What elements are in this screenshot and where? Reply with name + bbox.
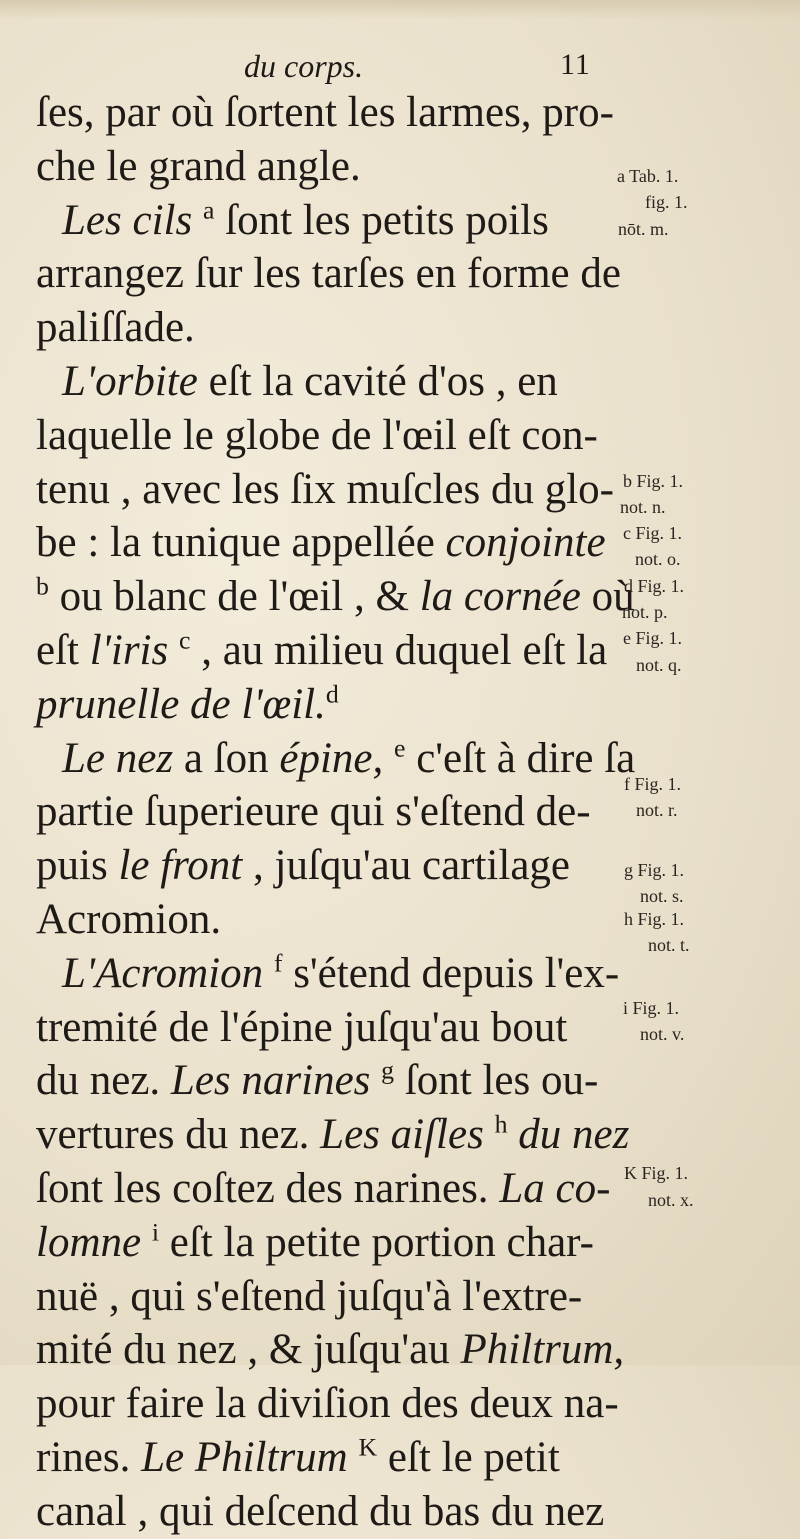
margin-note: not. q. <box>636 655 682 675</box>
margin-note: not. v. <box>640 1024 685 1044</box>
text-line: partie ſuperieure qui s'eſtend de- <box>36 788 591 836</box>
margin-note: f Fig. 1. <box>624 774 682 794</box>
text-line: mité du nez , & juſqu'au Philtrum, <box>36 1326 625 1374</box>
running-head-title: du corps. <box>244 48 364 84</box>
text-line: ſont les coſtez des narines. La co- <box>36 1164 611 1212</box>
page-number: 11 <box>560 48 591 81</box>
text-line: Acromion. <box>36 895 222 943</box>
text-line: du nez. Les narines $^g$ ſont les ou- <box>36 1056 599 1105</box>
margin-note: not. o. <box>635 549 681 569</box>
text-line: nuë , qui s'eſtend juſqu'à l'extre- <box>36 1272 583 1320</box>
text-line: Le nez a ſon épine, $^e$ c'eſt à dire ſa <box>62 733 636 782</box>
text-line: pour faire la diviſion des deux na- <box>36 1380 619 1428</box>
text-line: puis le front , juſqu'au cartilage <box>36 842 570 890</box>
text-line: ſes, par où ſortent les larmes, pro- <box>36 89 614 136</box>
text-line: canal , qui deſcend du bas du nez <box>36 1487 605 1535</box>
margin-note: fig. 1. <box>645 192 688 212</box>
text-line: paliſſade. <box>36 304 195 352</box>
margin-note: a Tab. 1. <box>617 166 679 186</box>
margin-note: not. r. <box>636 800 678 820</box>
text-line: L'orbite eſt la cavité d'os , en <box>62 357 558 405</box>
text-line: prunelle de l'œil.$^d$ <box>36 679 339 728</box>
text-line: lomne $^i$ eſt la petite portion char- <box>36 1217 594 1266</box>
margin-note: not. s. <box>640 886 684 906</box>
text-line: Les cils $^a$ ſont les petits poils <box>62 195 549 244</box>
text-line: tenu , avec les ſix muſcles du glo- <box>36 465 614 513</box>
text-line: laquelle le globe de l'œil eſt con- <box>36 411 598 459</box>
margin-note: not. x. <box>648 1190 694 1210</box>
margin-note: nōt. m. <box>618 219 669 239</box>
margin-note: d Fig. 1. <box>624 576 685 596</box>
margin-note: e Fig. 1. <box>623 628 683 648</box>
margin-note: g Fig. 1. <box>624 860 685 880</box>
margin-note: not. p. <box>622 602 668 622</box>
text-line: be : la tunique appellée conjointe <box>36 519 606 567</box>
text-line: rines. Le Philtrum $^K$ eſt le petit <box>36 1432 560 1481</box>
margin-note: c Fig. 1. <box>623 523 683 543</box>
text-line: $^b$ ou blanc de l'œil , & la cornée où <box>36 571 635 621</box>
text-line: tremité de l'épine juſqu'au bout <box>36 1003 568 1051</box>
margin-note: b Fig. 1. <box>623 471 684 491</box>
margin-note: not. n. <box>620 497 666 517</box>
text-line: che le grand angle. <box>36 142 361 190</box>
margin-note: K Fig. 1. <box>624 1163 689 1183</box>
text-line: L'Acromion $^f$ s'étend depuis l'ex- <box>62 948 620 997</box>
margin-note: h Fig. 1. <box>624 909 685 929</box>
text-line: eſt l'iris $^c$ , au milieu duquel eſt la <box>36 625 608 674</box>
margin-note: i Fig. 1. <box>623 998 680 1018</box>
text-line: vertures du nez. Les aiſles $^h$ du nez <box>36 1109 630 1159</box>
margin-note: not. t. <box>648 935 690 955</box>
text-line: arrangez ſur les tarſes en forme de <box>36 250 621 298</box>
